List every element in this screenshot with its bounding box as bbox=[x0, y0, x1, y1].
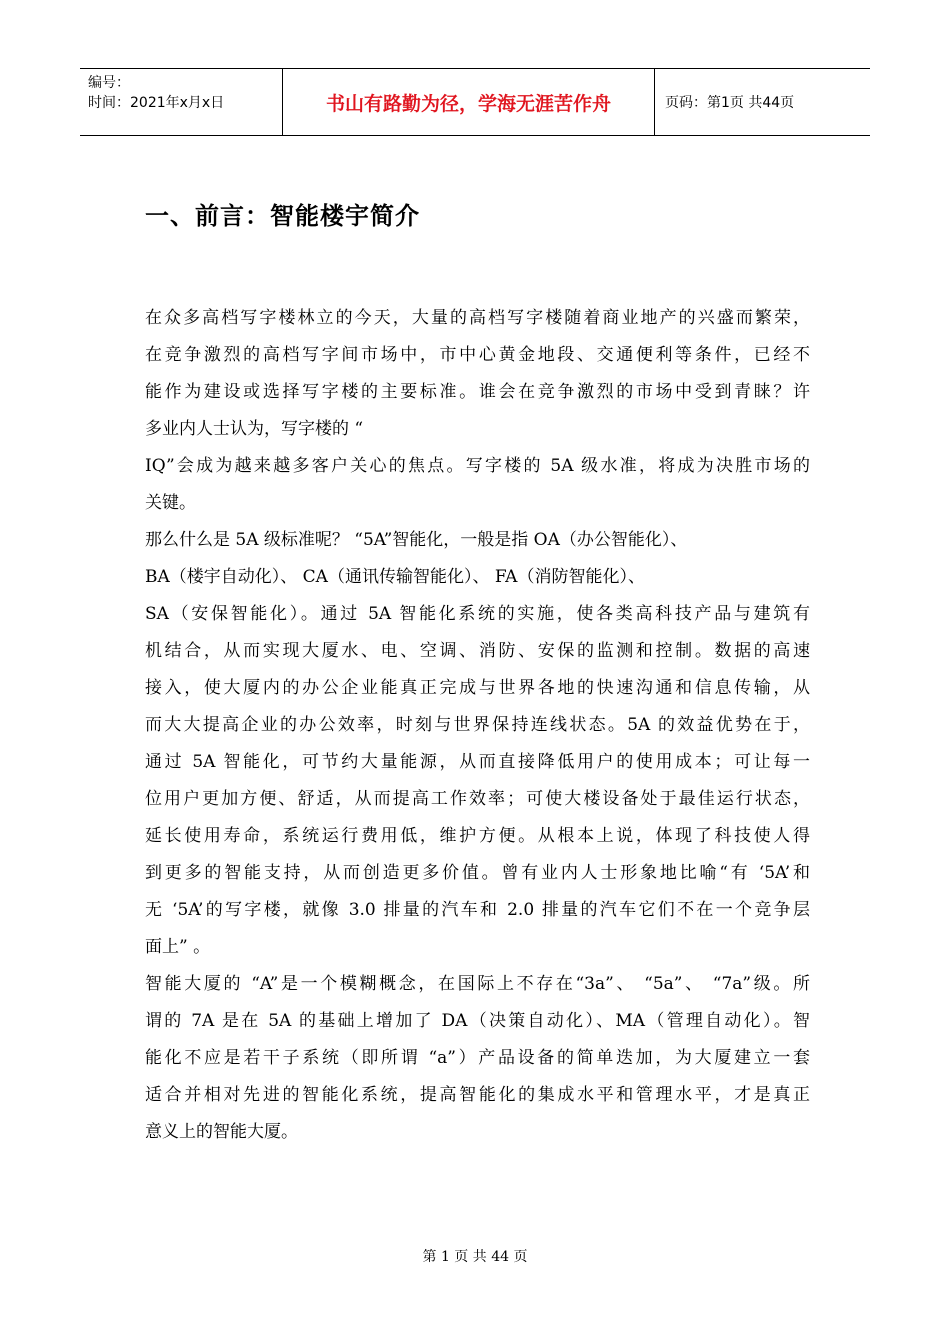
text-line: SA（安保智能化）。通过 5A 智能化系统的实施，使各类高科技产品与建筑有 bbox=[145, 604, 810, 624]
page-header bbox=[80, 68, 870, 136]
text-line: 到更多的智能支持，从而创造更多价值。曾有业内人士形象地比喻“有 ‘5A’和 bbox=[145, 863, 810, 883]
section-title: 一、前言：智能楼宇简介 bbox=[145, 202, 420, 230]
text-line: IQ”会成为越来越多客户关心的焦点。写字楼的 5A 级水准，将成为决胜市场的 bbox=[145, 456, 810, 476]
text-line: 面上” 。 bbox=[145, 937, 211, 957]
text-line: 那么什么是 5A 级标准呢？ “5A”智能化，一般是指 OA（办公智能化）、 bbox=[145, 530, 688, 550]
text-line: BA（楼宇自动化）、 CA（通讯传输智能化）、 FA（消防智能化）、 bbox=[145, 567, 645, 587]
header-motto: 书山有路勤为径，学海无涯苦作舟 bbox=[283, 69, 655, 135]
text-line: 能作为建设或选择写字楼的主要标准。谁会在竞争激烈的市场中受到青睐？许 bbox=[145, 382, 810, 402]
text-line: 谓的 7A 是在 5A 的基础上增加了 DA（决策自动化）、MA（管理自动化）。智 bbox=[145, 1011, 810, 1031]
text-line: 接入，使大厦内的办公企业能真正完成与世界各地的快速沟通和信息传输，从 bbox=[145, 678, 810, 698]
header-meta bbox=[80, 69, 283, 135]
text-line: 适合并相对先进的智能化系统，提高智能化的集成水平和管理水平，才是真正 bbox=[145, 1085, 810, 1105]
text-line: 多业内人士认为，写字楼的 “ bbox=[145, 419, 364, 439]
text-line: 无 ‘5A’的写字楼，就像 3.0 排量的汽车和 2.0 排量的汽车它们不在一个竞争层 bbox=[145, 900, 810, 920]
text-line: 通过 5A 智能化，可节约大量能源，从而直接降低用户的使用成本；可让每一 bbox=[145, 752, 810, 772]
text-line: 在竞争激烈的高档写字间市场中，市中心黄金地段、交通便利等条件，已经不 bbox=[145, 345, 810, 365]
text-line: 智能大厦的 “A”是一个模糊概念，在国际上不存在“3a”、 “5a”、 “7a”级。所 bbox=[145, 974, 810, 994]
body-text bbox=[145, 300, 810, 1151]
text-line: 能化不应是若干子系统（即所谓 “a”）产品设备的简单迭加，为大厦建立一套 bbox=[145, 1048, 810, 1068]
text-line: 延长使用寿命，系统运行费用低，维护方便。从根本上说，体现了科技使人得 bbox=[145, 826, 810, 846]
page-footer: 第 1 页 共 44 页 bbox=[422, 1249, 528, 1265]
text-line: 位用户更加方便、舒适，从而提高工作效率；可使大楼设备处于最佳运行状态， bbox=[145, 789, 810, 809]
text-line: 意义上的智能大厦。 bbox=[145, 1122, 298, 1142]
header-page-info: 页码：第1页 共44页 bbox=[665, 95, 795, 111]
text-line: 机结合，从而实现大厦水、电、空调、消防、安保的监测和控制。数据的高速 bbox=[145, 641, 810, 661]
date-label: 时间：2021年x月x日 bbox=[88, 95, 225, 111]
text-line: 关键。 bbox=[145, 493, 196, 513]
text-line: 在众多高档写字楼林立的今天，大量的高档写字楼随着商业地产的兴盛而繁荣， bbox=[145, 308, 810, 328]
text-line: 而大大提高企业的办公效率，时刻与世界保持连线状态。5A 的效益优势在于， bbox=[145, 715, 810, 735]
number-label: 编号： bbox=[88, 75, 130, 91]
